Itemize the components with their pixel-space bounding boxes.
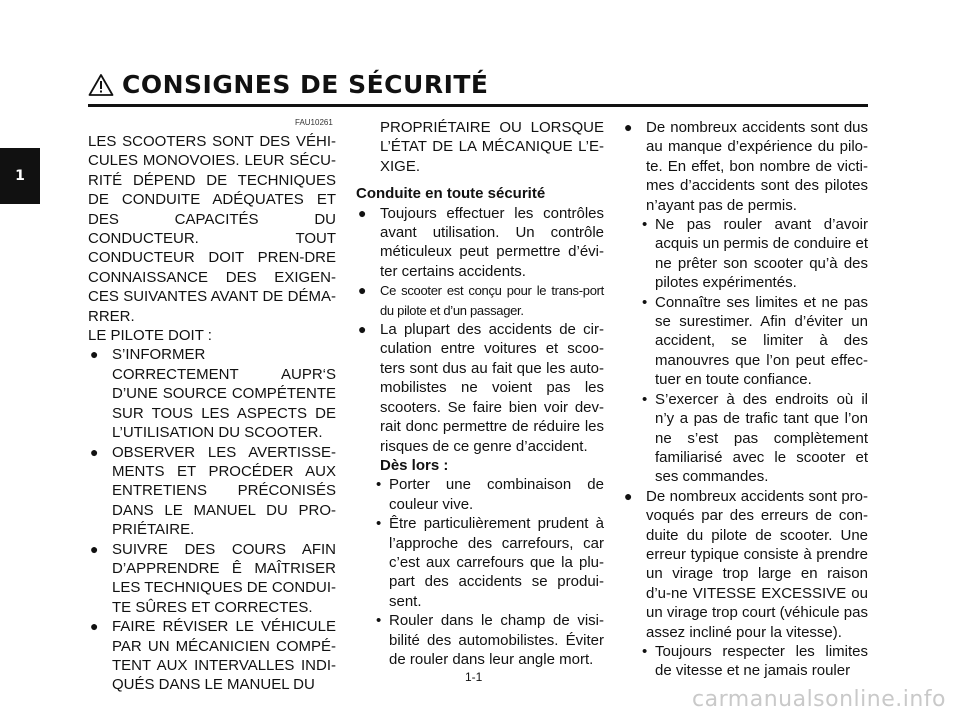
intro-paragraph: LES SCOOTERS SONT DES VÉHI-CULES MONOVOIES. LEUR SÉCU-RITÉ DÉPEND DE TECHNIQUES DE CONDUITE ADÉQUATES ET DES CAPACITÉS DU CONDUCTEUR. TOUT CONDUCTEUR DOIT PREN-DRE CONNAISSANCE DES EXIGEN-CES SUIVANTES AVANT DE DÉMA-RRER. [88,133,336,325]
list-item: ● FAIRE RÉVISER LE VÉHICULE PAR UN MÉCANICIEN COMPÉ-TENT AUX INTERVALLES INDI-QUÉS DANS LE MANUEL DU [88,617,336,695]
list-item: ● Ce scooter est conçu pour le trans-port du pilote et d’un passager. [356,281,604,320]
sub-list-item: • Porter une combinaison de couleur vive. [356,475,604,514]
list-item: ● Toujours effectuer les contrôles avant utilisation. Un contrôle méticuleux peut permettre d’évi-ter certains accidents. [356,204,604,282]
page-header [88,70,489,99]
list-item: ● De nombreux accidents sont pro-voqués par des erreurs de con-duite du pilote de scooter. Une erreur typique consiste à prendre un virage trop large en raison d’u-ne VITESSE EXCESSIVE ou un virage trop court (véhicule pas assez incliné pour la vitesse). [622,487,868,642]
sub-list-item: • Être particulièrement prudent à l’approche des carrefours, car c’est aux carrefours que la plu-part des accidents se produi-sent. [356,514,604,611]
watermark: carmanualsonline.info [692,687,946,712]
column-2 [356,118,604,669]
list-item: ● OBSERVER LES AVERTISSE-MENTS ET PROCÉDER AUX ENTRETIENS PRÉCONISÉS DANS LE MANUEL DU PRO-PRIÉTAIRE. [88,443,336,540]
chapter-tab-1[interactable] [0,148,40,204]
sub-list-item: • Rouler dans le champ de visi-bilité des automobilistes. Éviter de rouler dans leur angle mort. [356,611,604,669]
list-item: ● S’INFORMER CORRECTEMENT AUPR‘S D’UNE SOURCE COMPÉTENTE SUR TOUS LES ASPECTS DE L’UTILISATION DU SCOOTER. [88,345,336,442]
continuation-text: PROPRIÉTAIRE OU LORSQUE L’ÉTAT DE LA MÉCANIQUE L’E-XIGE. [380,119,604,175]
page-title: CONSIGNES DE SÉCURITÉ [122,70,489,99]
sub-heading: Dès lors : [380,456,449,474]
column-3 [622,118,868,681]
header-rule [88,104,868,107]
section-heading: Conduite en toute sécurité [356,185,546,203]
sub-list-item: • S’exercer à des endroits où il n’y a pas de trafic tant que l’on ne s’est pas complètement familiarisé avec le scooter et ses commandes. [622,390,868,487]
column-1 [88,132,336,695]
sub-list-item: • Toujours respecter les limites de vitesse et ne jamais rouler [622,642,868,681]
chapter-tabs [0,148,40,204]
warning-triangle-icon [88,73,114,97]
list-item: ● SUIVRE DES COURS AFIN D’APPRENDRE Ê MAÎTRISER LES TECHNIQUES DE CONDUI-TE SÛRES ET CORRECTES. [88,540,336,618]
page-number: 1-1 [465,670,483,684]
list-item: ● De nombreux accidents sont dus au manque d’expérience du pilo-te. En effet, bon nombre de victi-mes d’accidents sont des pilotes n’ayant pas de permis. [622,118,868,215]
lead-text: LE PILOTE DOIT : [88,327,212,345]
chapter-tab-label: 1 [15,168,25,184]
sub-list-item: • Ne pas rouler avant d’avoir acquis un permis de conduire et ne prêter son scooter qu’à des pilotes expérimentés. [622,215,868,293]
list-item: ● La plupart des accidents de cir-culation entre voitures et scoo-ters sont dus au fait que les auto-mobilistes ne voient pas les scooters. Se faire bien voir dev-rait donc permettre de réduire les risques de ce genre d’accident. [356,320,604,456]
sub-list-item: • Connaître ses limites et ne pas se surestimer. Afin d’éviter un accident, se limiter à des manouvres que l’on peut effec-tuer en toute confiance. [622,293,868,390]
section-code: FAU10261 [295,118,333,127]
